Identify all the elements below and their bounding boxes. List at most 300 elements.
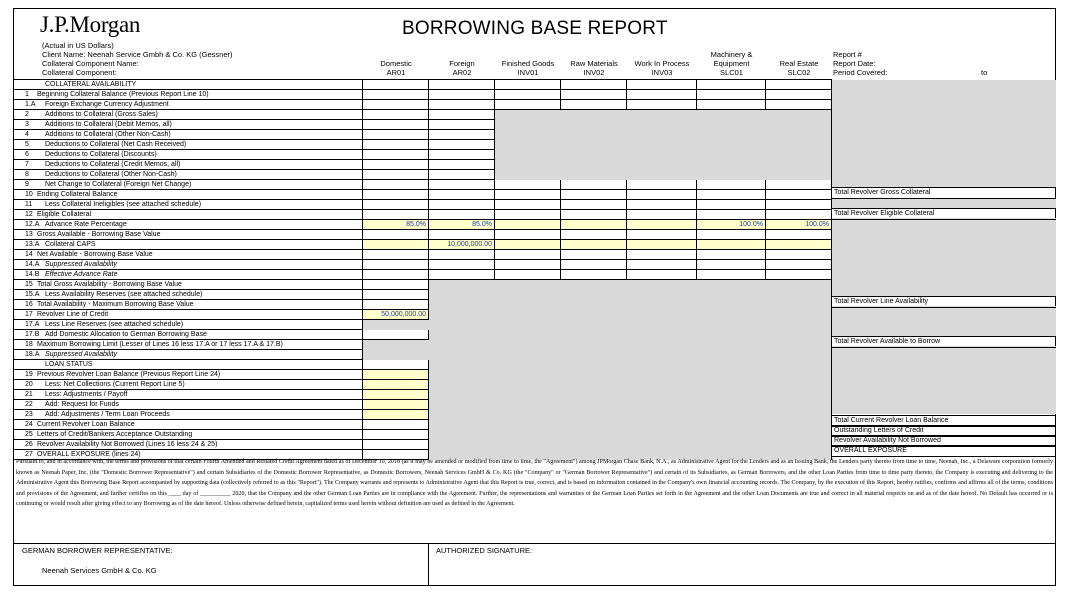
cell-slc02 xyxy=(766,110,832,120)
row-label-text: Collateral CAPS xyxy=(45,241,96,248)
cell-inv01 xyxy=(495,120,561,130)
cell-ar01[interactable] xyxy=(363,390,429,400)
cell-inv03 xyxy=(627,290,697,300)
table-row xyxy=(14,360,832,370)
cell-inv02 xyxy=(561,280,627,290)
row-number: 14.A xyxy=(25,261,40,268)
cell-ar02 xyxy=(429,370,495,380)
row-label-text: Suppressed Availability xyxy=(45,261,117,268)
column-header-code: SLC01 xyxy=(720,68,743,77)
row-label-text: Effective Advance Rate xyxy=(45,271,118,278)
cell-ar02[interactable] xyxy=(429,260,495,270)
cell-slc02[interactable] xyxy=(766,270,832,280)
cell-slc01 xyxy=(697,390,766,400)
row-label-text: Additions to Collateral (Gross Sales) xyxy=(45,111,158,118)
cell-ar02 xyxy=(429,280,495,290)
row-number: 12.A xyxy=(25,221,40,228)
row-label xyxy=(14,370,363,380)
cell-inv01[interactable] xyxy=(495,100,561,110)
table-row xyxy=(14,250,832,260)
row-label-text: Less: Adjustments / Payoff xyxy=(45,391,128,398)
cell-inv01[interactable] xyxy=(495,190,561,200)
cell-ar02[interactable]: 10,000,000.00 xyxy=(429,240,495,250)
german-borrower-rep-name: Neenah Services GmbH & Co. KG xyxy=(42,566,157,575)
cell-slc02 xyxy=(766,140,832,150)
cell-ar01[interactable] xyxy=(363,110,429,120)
cell-slc01[interactable] xyxy=(697,90,766,100)
row-label xyxy=(14,120,363,130)
cell-ar01[interactable] xyxy=(363,130,429,140)
period-to-label: to xyxy=(981,68,988,77)
cell-slc01[interactable] xyxy=(697,230,766,240)
cell-slc01 xyxy=(697,330,766,340)
row-label-text: Less Collateral Ineligibles (see attached schedule) xyxy=(45,201,202,208)
cell-inv01 xyxy=(495,370,561,380)
cell-ar01[interactable] xyxy=(363,440,429,450)
cell-slc01 xyxy=(697,140,766,150)
row-label xyxy=(14,420,363,430)
cell-slc01[interactable] xyxy=(697,260,766,270)
row-label xyxy=(14,140,363,150)
cell-ar02[interactable] xyxy=(429,110,495,120)
column-header-name: Finished Goods xyxy=(501,59,555,68)
cell-slc01[interactable] xyxy=(697,250,766,260)
cell-inv02 xyxy=(561,430,627,440)
cell-slc01[interactable]: 100.0% xyxy=(697,220,766,230)
cell-inv02 xyxy=(561,150,627,160)
cell-inv01[interactable] xyxy=(495,220,561,230)
table-row xyxy=(14,220,832,230)
cell-inv02[interactable] xyxy=(561,250,627,260)
cell-slc01 xyxy=(697,440,766,450)
cell-inv03[interactable] xyxy=(627,260,697,270)
cell-inv01[interactable] xyxy=(495,80,561,90)
column-header-slc01 xyxy=(697,50,766,77)
row-label-text: Net Change to Collateral (Foreign Net Change) xyxy=(45,181,192,188)
cell-inv02[interactable] xyxy=(561,80,627,90)
cell-ar01[interactable] xyxy=(363,360,429,370)
cell-slc02[interactable] xyxy=(766,240,832,250)
column-header-name: Real Estate xyxy=(779,59,819,68)
cell-slc02[interactable] xyxy=(766,80,832,90)
row-number: 17 xyxy=(25,311,33,318)
row-number: 11 xyxy=(25,201,33,208)
row-number: 18.A xyxy=(25,351,40,358)
side-label-outstanding-letters: Outstanding Letters of Credit xyxy=(832,425,1056,437)
cell-slc01[interactable] xyxy=(697,270,766,280)
cell-ar01[interactable] xyxy=(363,410,429,420)
cell-slc02[interactable] xyxy=(766,230,832,240)
cell-ar02[interactable] xyxy=(429,130,495,140)
row-label-text: Deductions to Collateral (Net Cash Received) xyxy=(45,141,187,148)
cell-ar01[interactable] xyxy=(363,380,429,390)
cell-inv03 xyxy=(627,410,697,420)
column-header-ar02 xyxy=(429,59,495,77)
table-row xyxy=(14,190,832,200)
cell-inv02 xyxy=(561,140,627,150)
cell-inv01[interactable] xyxy=(495,200,561,210)
row-label-text: Foreign Exchange Currency Adjustment xyxy=(45,101,169,108)
table-row xyxy=(14,210,832,220)
cell-inv01[interactable] xyxy=(495,180,561,190)
cell-ar02[interactable] xyxy=(429,270,495,280)
cell-slc01 xyxy=(697,110,766,120)
cell-slc01 xyxy=(697,350,766,360)
row-number: 15.A xyxy=(25,291,40,298)
cell-inv01[interactable] xyxy=(495,240,561,250)
table-row xyxy=(14,150,832,160)
cell-inv01 xyxy=(495,380,561,390)
cell-slc02 xyxy=(766,400,832,410)
cell-inv01[interactable] xyxy=(495,210,561,220)
cell-inv01 xyxy=(495,130,561,140)
cell-inv01[interactable] xyxy=(495,250,561,260)
cell-ar01[interactable] xyxy=(363,210,429,220)
row-number: 4 xyxy=(25,131,29,138)
cell-ar01[interactable] xyxy=(363,100,429,110)
row-number: 12 xyxy=(25,211,33,218)
cell-inv03[interactable] xyxy=(627,250,697,260)
cell-slc01[interactable] xyxy=(697,80,766,90)
cell-inv01 xyxy=(495,400,561,410)
side-gray-block xyxy=(832,198,1056,208)
row-label xyxy=(14,130,363,140)
cell-slc01[interactable] xyxy=(697,180,766,190)
cell-inv02 xyxy=(561,350,627,360)
cell-slc02[interactable] xyxy=(766,250,832,260)
cell-slc01 xyxy=(697,300,766,310)
row-number: 23 xyxy=(25,411,33,418)
cell-inv02[interactable] xyxy=(561,270,627,280)
row-label xyxy=(14,300,363,310)
currency-note: (Actual in US Dollars) xyxy=(42,41,114,50)
cell-inv03[interactable] xyxy=(627,240,697,250)
table-row xyxy=(14,170,832,180)
cell-ar02 xyxy=(429,380,495,390)
row-label-text: Current Revolver Loan Balance xyxy=(37,421,135,428)
side-gray-block xyxy=(832,306,1056,336)
row-label xyxy=(14,190,363,200)
column-header-inv03 xyxy=(627,59,697,77)
table-row xyxy=(14,320,832,330)
cell-inv03[interactable] xyxy=(627,90,697,100)
table-row xyxy=(14,330,832,340)
table-row xyxy=(14,90,832,100)
cell-ar01 xyxy=(363,340,429,350)
cell-inv03 xyxy=(627,390,697,400)
table-row xyxy=(14,290,832,300)
cell-inv01 xyxy=(495,430,561,440)
cell-inv03 xyxy=(627,320,697,330)
cell-ar01[interactable] xyxy=(363,120,429,130)
cell-ar02[interactable] xyxy=(429,80,495,90)
cell-slc02[interactable] xyxy=(766,260,832,270)
cell-ar02[interactable] xyxy=(429,200,495,210)
cell-inv01[interactable] xyxy=(495,260,561,270)
row-number: 13.A xyxy=(25,241,40,248)
row-label-text: Deductions to Collateral (Other Non-Cash) xyxy=(45,171,177,178)
cell-slc02 xyxy=(766,330,832,340)
cell-inv01 xyxy=(495,300,561,310)
cell-ar02 xyxy=(429,340,495,350)
cell-ar02 xyxy=(429,420,495,430)
cell-ar01[interactable] xyxy=(363,250,429,260)
row-label xyxy=(14,180,363,190)
cell-ar01[interactable] xyxy=(363,200,429,210)
row-number: 17.A xyxy=(25,321,40,328)
row-number: 14.B xyxy=(25,271,40,278)
cell-inv03 xyxy=(627,300,697,310)
cell-slc02[interactable] xyxy=(766,210,832,220)
cell-slc01 xyxy=(697,420,766,430)
cell-ar01[interactable] xyxy=(363,160,429,170)
row-label-text: LOAN STATUS xyxy=(45,361,93,368)
cell-inv03 xyxy=(627,310,697,320)
cell-ar01[interactable] xyxy=(363,240,429,250)
cell-inv02[interactable] xyxy=(561,240,627,250)
cell-slc02 xyxy=(766,290,832,300)
cell-inv02[interactable] xyxy=(561,100,627,110)
cell-ar01[interactable] xyxy=(363,260,429,270)
cell-slc02[interactable] xyxy=(766,200,832,210)
row-label-text: Letters of Credit/Bankers Acceptance Outstanding xyxy=(37,431,193,438)
collateral-component-label: Collateral Component: xyxy=(42,68,117,77)
row-number: 3 xyxy=(25,121,29,128)
cell-inv03 xyxy=(627,360,697,370)
row-number: 26 xyxy=(25,441,33,448)
cell-slc02[interactable] xyxy=(766,90,832,100)
cell-inv03[interactable] xyxy=(627,190,697,200)
column-header-ar01 xyxy=(363,59,429,77)
cell-slc02 xyxy=(766,300,832,310)
cell-ar01[interactable] xyxy=(363,400,429,410)
cell-slc02[interactable]: 100.0% xyxy=(766,220,832,230)
side-gray-block xyxy=(832,80,1056,187)
cell-slc01 xyxy=(697,430,766,440)
row-number: 19 xyxy=(25,371,33,378)
cell-ar01[interactable] xyxy=(363,80,429,90)
table-row xyxy=(14,410,832,420)
row-label xyxy=(14,220,363,230)
table-row xyxy=(14,180,832,190)
cell-inv02[interactable] xyxy=(561,200,627,210)
cell-slc02 xyxy=(766,160,832,170)
report-number-label: Report # xyxy=(833,50,862,59)
column-header-name: Raw Materials xyxy=(570,59,618,68)
cell-slc01 xyxy=(697,280,766,290)
cell-inv02 xyxy=(561,340,627,350)
cell-inv03 xyxy=(627,120,697,130)
cell-inv02[interactable] xyxy=(561,220,627,230)
table-row xyxy=(14,110,832,120)
german-borrower-rep-label: GERMAN BORROWER REPRESENTATIVE: xyxy=(22,546,173,555)
table-row xyxy=(14,130,832,140)
row-label-text: Ending Collateral Balance xyxy=(37,191,118,198)
table-row xyxy=(14,420,832,430)
cell-ar02[interactable] xyxy=(429,210,495,220)
cell-slc02[interactable] xyxy=(766,190,832,200)
cell-inv02 xyxy=(561,110,627,120)
row-label-text: Less Line Reserves (see attached schedule) xyxy=(45,321,184,328)
cell-inv02 xyxy=(561,330,627,340)
cell-slc02 xyxy=(766,410,832,420)
cell-inv01[interactable] xyxy=(495,90,561,100)
authorized-signature-field[interactable] xyxy=(436,574,1036,575)
cell-ar02[interactable] xyxy=(429,150,495,160)
cell-inv03[interactable] xyxy=(627,210,697,220)
row-label xyxy=(14,230,363,240)
cell-slc02 xyxy=(766,350,832,360)
cell-slc02 xyxy=(766,380,832,390)
cell-slc02 xyxy=(766,390,832,400)
cell-slc02[interactable] xyxy=(766,100,832,110)
table-row xyxy=(14,380,832,390)
table-row xyxy=(14,240,832,250)
row-label-text: COLLATERAL AVAILABILITY xyxy=(45,81,137,88)
cell-inv02 xyxy=(561,400,627,410)
cell-ar01[interactable] xyxy=(363,150,429,160)
row-label-text: Revolver Line of Credit xyxy=(37,311,109,318)
cell-ar01[interactable] xyxy=(363,140,429,150)
cell-ar02 xyxy=(429,390,495,400)
cell-inv02 xyxy=(561,320,627,330)
table-row xyxy=(14,280,832,290)
cell-ar01[interactable] xyxy=(363,190,429,200)
cell-inv02[interactable] xyxy=(561,260,627,270)
cell-ar02[interactable] xyxy=(429,90,495,100)
cell-ar01[interactable] xyxy=(363,230,429,240)
cell-ar01[interactable] xyxy=(363,90,429,100)
cell-slc01 xyxy=(697,340,766,350)
cell-ar01[interactable] xyxy=(363,170,429,180)
cell-ar01[interactable]: 85.0% xyxy=(363,220,429,230)
cell-ar01[interactable] xyxy=(363,280,429,290)
cell-inv02 xyxy=(561,390,627,400)
cell-inv01 xyxy=(495,440,561,450)
cell-ar02[interactable] xyxy=(429,170,495,180)
cell-ar02[interactable] xyxy=(429,180,495,190)
cell-ar01[interactable] xyxy=(363,420,429,430)
cell-slc01[interactable] xyxy=(697,240,766,250)
cell-ar02[interactable] xyxy=(429,250,495,260)
cell-slc01 xyxy=(697,370,766,380)
cell-slc01[interactable] xyxy=(697,190,766,200)
cell-ar01[interactable]: 50,000,000.00 xyxy=(363,310,429,320)
cell-ar02[interactable] xyxy=(429,230,495,240)
cell-ar01[interactable] xyxy=(363,270,429,280)
cell-inv01[interactable] xyxy=(495,230,561,240)
cell-inv03[interactable] xyxy=(627,220,697,230)
cell-inv02[interactable] xyxy=(561,190,627,200)
cell-inv03 xyxy=(627,400,697,410)
row-number: 16 xyxy=(25,301,33,308)
cell-inv02 xyxy=(561,440,627,450)
cell-ar02 xyxy=(429,360,495,370)
column-header-name: Domestic xyxy=(380,59,412,68)
cell-ar01[interactable] xyxy=(363,330,429,340)
cell-inv02 xyxy=(561,300,627,310)
cell-ar02 xyxy=(429,430,495,440)
cell-inv03[interactable] xyxy=(627,270,697,280)
cell-inv03 xyxy=(627,350,697,360)
cell-ar02[interactable] xyxy=(429,160,495,170)
cell-ar01 xyxy=(363,320,429,330)
row-label xyxy=(14,440,363,450)
cell-inv01 xyxy=(495,420,561,430)
cell-ar01[interactable] xyxy=(363,430,429,440)
row-number: 2 xyxy=(25,111,29,118)
cell-inv02[interactable] xyxy=(561,180,627,190)
table-row xyxy=(14,370,832,380)
cell-slc02 xyxy=(766,280,832,290)
cell-inv03 xyxy=(627,370,697,380)
cell-inv03[interactable] xyxy=(627,200,697,210)
table-row xyxy=(14,300,832,310)
row-label xyxy=(14,280,363,290)
cell-slc02[interactable] xyxy=(766,180,832,190)
table-row xyxy=(14,270,832,280)
cell-inv03 xyxy=(627,280,697,290)
cell-inv02 xyxy=(561,370,627,380)
side-label-total-gross-collateral: Total Revolver Gross Collateral xyxy=(832,187,1056,199)
cell-ar01[interactable] xyxy=(363,180,429,190)
cell-ar02[interactable]: 85.0% xyxy=(429,220,495,230)
cell-ar02[interactable] xyxy=(429,140,495,150)
cell-ar02[interactable] xyxy=(429,120,495,130)
cell-inv02[interactable] xyxy=(561,90,627,100)
cell-inv01 xyxy=(495,150,561,160)
cell-inv03 xyxy=(627,420,697,430)
side-label-total-current-loan-balance: Total Current Revolver Loan Balance xyxy=(832,415,1056,427)
column-header-code: AR01 xyxy=(386,68,406,77)
cell-inv03[interactable] xyxy=(627,230,697,240)
row-label-text: Suppressed Availability xyxy=(45,351,117,358)
cell-inv03[interactable] xyxy=(627,80,697,90)
cell-inv01 xyxy=(495,280,561,290)
cell-ar02[interactable] xyxy=(429,190,495,200)
cell-ar02[interactable] xyxy=(429,100,495,110)
cell-slc01[interactable] xyxy=(697,100,766,110)
cell-inv02[interactable] xyxy=(561,210,627,220)
cell-slc01 xyxy=(697,410,766,420)
cell-inv01 xyxy=(495,390,561,400)
cell-inv01 xyxy=(495,140,561,150)
cell-inv03 xyxy=(627,170,697,180)
row-label-text: Less: Net Collections (Current Report Line 5) xyxy=(45,381,185,388)
cell-inv03[interactable] xyxy=(627,100,697,110)
cell-ar01[interactable] xyxy=(363,300,429,310)
cell-slc02 xyxy=(766,310,832,320)
cell-ar01[interactable] xyxy=(363,290,429,300)
column-header-inv01 xyxy=(495,59,561,77)
cell-inv01[interactable] xyxy=(495,270,561,280)
table-row xyxy=(14,350,832,360)
cell-ar01[interactable] xyxy=(363,370,429,380)
cell-inv03[interactable] xyxy=(627,180,697,190)
column-header-code: INV03 xyxy=(651,68,673,77)
row-label xyxy=(14,240,363,250)
cell-slc01[interactable] xyxy=(697,210,766,220)
cell-inv02[interactable] xyxy=(561,230,627,240)
cell-slc01[interactable] xyxy=(697,200,766,210)
table-row xyxy=(14,200,832,210)
cell-inv03 xyxy=(627,110,697,120)
row-number: 6 xyxy=(25,151,29,158)
column-header-name: Foreign xyxy=(449,59,475,68)
row-number: 21 xyxy=(25,391,33,398)
cell-slc01 xyxy=(697,130,766,140)
cell-slc02 xyxy=(766,130,832,140)
